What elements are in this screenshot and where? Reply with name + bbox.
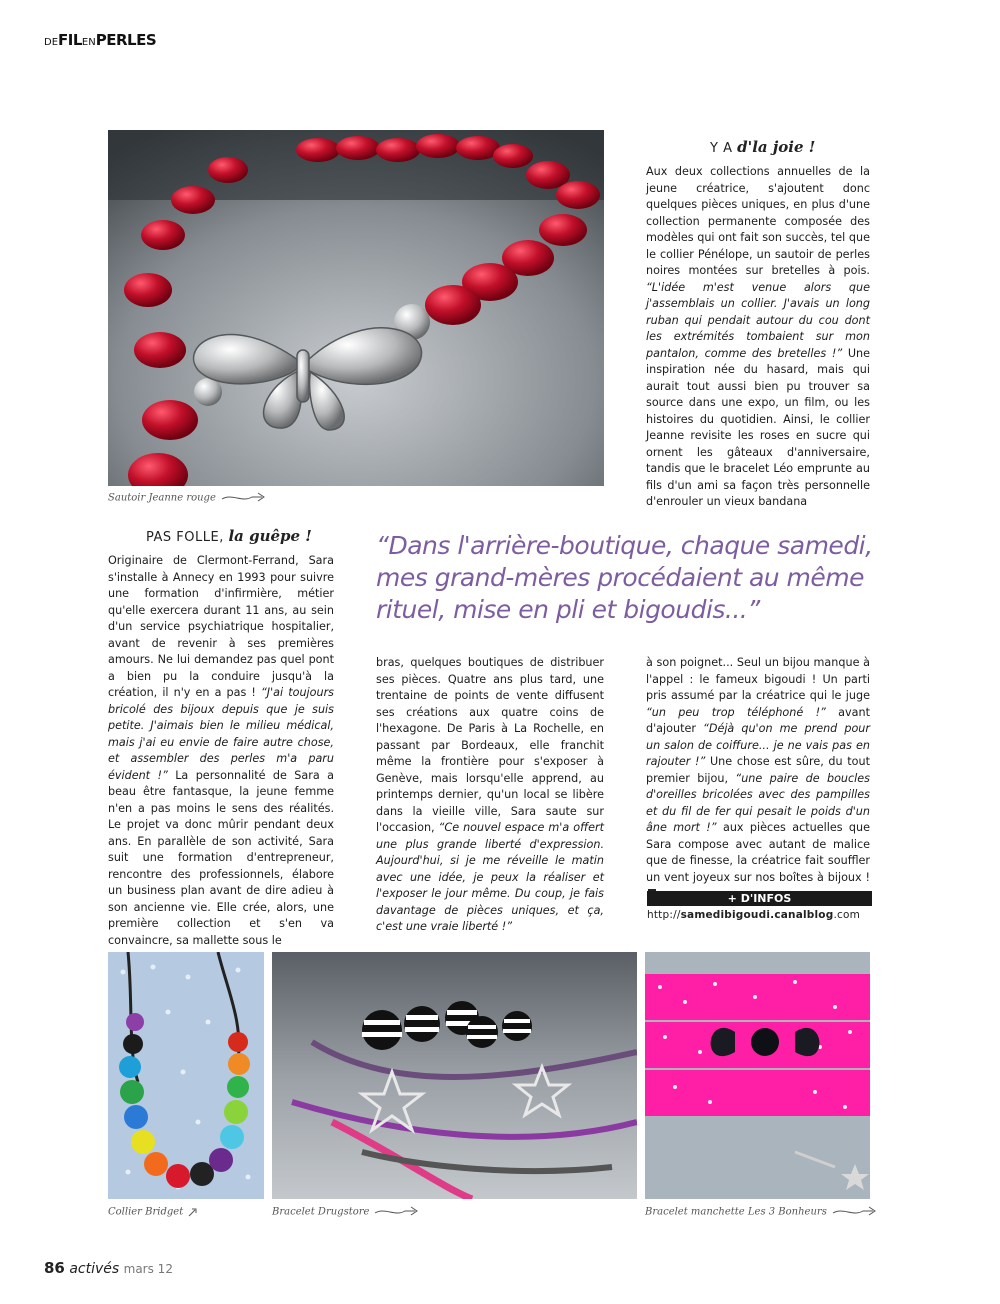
necklace-image (108, 130, 604, 486)
right-column-text: à son poignet... Seul un bijou manque à l'appel : le fameux bigoudi ! Un parti pris assumé par la créatrice qui le juge “un peu trop téléphoné !” avant d'ajouter “Déjà qu'on me prend pour un salon de coiffure... je ne vais pas en rajouter !” Une chose est sûre, du tout premier bijou, “une paire de boucles d'oreilles bricolées avec des pampilles et du fil de fer qui pesait le poids d'un âne mort !” aux pièces actuelles que Sara compose avec autant de malice que de finesse, la créatrice fait souffler un vent joyeux sur nos boîtes à bijoux ! (646, 655, 870, 903)
bracelet-manchette-caption: Bracelet manchette Les 3 Bonheurs (645, 1206, 877, 1218)
main-photo-caption: Sautoir Jeanne rouge (108, 492, 266, 504)
bracelet-manchette-image (645, 952, 870, 1199)
section-joie-text: Aux deux collections annuelles de la jeune créatrice, s'ajoutent donc quelques pièces uniques, en plus d'une collection permanente composée des modèles qui ont fait son succès, tel que le collier Pénélope, un sautoir de perles noires montées sur bretelles à pois. “L'idée m'est venue alors que j'assemblais un collier. J'avais un long ruban qui pendait autour du cou dont les extrémités tombaient sur mon pantalon, comme des bretelles !” Une inspiration née du hasard, mais qui aurait tout aussi bien pu trouver sa source dans une expo, un film, ou les histoires du quotidien. Ainsi, le collier Jeanne revisite les roses en sucre qui ornent les gâteaux d'anniversaire, tandis que le bracelet Léo emprunte au fils d'un ami sa façon très personnelle d'enrouler un vieux bandana (646, 165, 870, 508)
collier-bridget-photo (108, 952, 264, 1199)
page-number: 86 (44, 1259, 65, 1277)
magazine-name: activés (69, 1261, 120, 1277)
colorful-necklace-image (108, 952, 264, 1199)
arrow-icon (220, 492, 266, 504)
magazine-section-title: DEFILENPERLES (44, 31, 157, 49)
arrow-icon (187, 1206, 203, 1218)
page-footer (44, 1259, 173, 1277)
infos-label: + D'INFOS (647, 891, 872, 906)
issue-date: mars 12 (123, 1262, 173, 1276)
bracelet-manchette-photo (645, 952, 870, 1199)
middle-column-text: bras, quelques boutiques de distribuer ses pièces. Quatre ans plus tard, une trentaine de points de vente diffusent ses créations aux quatre coins de l'hexagone. De Paris à La Rochelle, en passant par Bordeaux, elle franchit même la frontière pour s'exposer à Genève, mais lorsqu'elle apprend, au printemps dernier, qu'un local se libère dans la vieille ville, Sara saute sur l'occasion, “Ce nouvel espace m'a offert une plus grande liberté d'expression. Aujourd'hui, si je me réveille le matin avec une idée, je peux la réaliser et l'exposer le jour même. Du coup, je fais davantage de pièces uniques, et ça, c'est une vraie liberté !” (376, 656, 605, 933)
pull-quote: “Dans l'arrière-boutique, chaque samedi, mes grand-mères procédaient au même rituel, mise en pli et bigoudis...” (376, 531, 873, 624)
bracelet-drugstore-photo (272, 952, 637, 1199)
bracelet-drugstore-image (272, 952, 637, 1199)
section-guepe-text: Originaire de Clermont-Ferrand, Sara s'installe à Annecy en 1993 pour suivre une formation d'infirmière, métier qu'elle exercera durant 11 ans, au sein d'un service psychiatrique hospitalier, avant de revenir à ses premières amours. Ne lui demandez pas quel pont a bien pu la conduire jusqu'à la création, il n'y en a pas ! “J'ai toujours bricolé des bijoux depuis que je suis petite. J'aimais bien le milieu médical, mais j'ai eu envie de faire autre chose, et assembler des perles m'a paru évident !” La personnalité de Sara a beau être fantasque, la jeune femme n'en a pas moins le sens des réalités. Le projet va donc mûrir pendant deux ans. En parallèle de son activité, Sara suit une formation d'entrepreneur, rencontre des professionnels, élabore un business plan avant de dire adieu à son ancienne vie. Elle crée, alors, une première collection et s'en va convaincre, sa mallette sous le (108, 554, 335, 947)
infos-url-link[interactable]: http://samedibigoudi.canalblog.com (647, 909, 861, 921)
arrow-icon (831, 1206, 877, 1218)
arrow-icon (373, 1206, 419, 1218)
necklace-photo (108, 130, 604, 486)
bracelet-drugstore-caption: Bracelet Drugstore (272, 1206, 419, 1218)
section-heading-guepe: PAS FOLLE, la guêpe ! (146, 527, 312, 545)
section-heading-joie: Y A d'la joie ! (710, 138, 816, 156)
collier-bridget-caption: Collier Bridget (108, 1206, 203, 1218)
